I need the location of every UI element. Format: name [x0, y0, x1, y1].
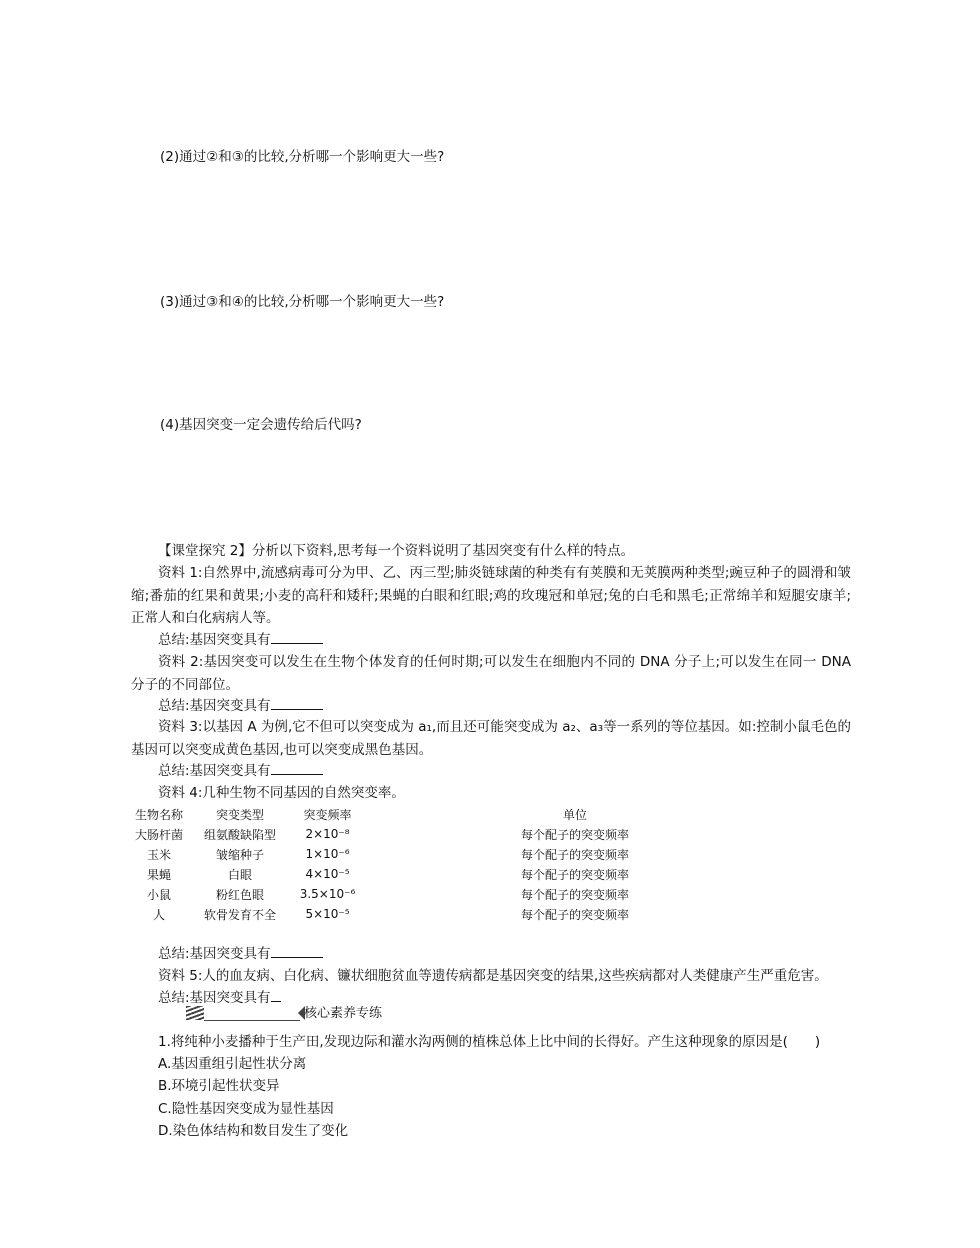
banner-rule — [204, 1020, 300, 1021]
explore-heading: 【课堂探究 2】分析以下资料,思考每一个资料说明了基因突变有什么样的特点。 — [158, 543, 635, 559]
option-d[interactable]: D.染色体结构和数目发生了变化 — [158, 1123, 349, 1139]
cell-organism: 小鼠 — [146, 887, 171, 902]
answer-blank[interactable] — [271, 629, 323, 644]
cell-mutation-type: 粉红色眼 — [215, 887, 264, 902]
material-5: 资料 5:人的血友病、白化病、镰状细胞贫血等遗传病都是基因突变的结果,这些疾病都对人类健康产生严重危害。 — [158, 968, 828, 984]
cell-mutation-type: 软骨发育不全 — [203, 907, 276, 922]
cell-mutation-type: 组氨酸缺陷型 — [203, 827, 276, 842]
material-3: 资料 3:以基因 A 为例,它不但可以突变成为 a₁,而且还可能突变成为 a₂、a₃等一系列的等位基因。如:控制小鼠毛色的基因可以突变成黄色基因,也可以突变成黑色基因。 — [131, 719, 851, 758]
summary-5 — [158, 987, 281, 1009]
mutation-rate-table — [128, 804, 785, 924]
cell-unit: 每个配子的突变频率 — [520, 847, 629, 862]
table-row — [128, 844, 785, 864]
cell-unit: 每个配子的突变频率 — [520, 907, 629, 922]
section-title: 核心素养专练 — [304, 1006, 383, 1021]
table-row — [128, 824, 785, 844]
banner-stripes-icon — [186, 1006, 204, 1020]
material-2: 资料 2:基因突变可以发生在生物个体发育的任何时期;可以发生在细胞内不同的 DNA 分子上;可以发生在同一 DNA 分子的不同部位。 — [131, 654, 851, 693]
header-frequency: 突变频率 — [303, 807, 352, 822]
exercise-stem: 1.将纯种小麦播种于生产田,发现边际和灌水沟两侧的植株总体上比中间的长得好。产生这种现象的原因是( ) — [158, 1034, 821, 1050]
table-row — [128, 864, 785, 884]
option-c[interactable]: C.隐性基因突变成为显性基因 — [158, 1101, 334, 1117]
cell-organism: 玉米 — [146, 847, 171, 862]
answer-blank[interactable] — [271, 943, 323, 958]
cell-organism: 大肠杆菌 — [134, 827, 183, 842]
material-4: 资料 4:几种生物不同基因的自然突变率。 — [158, 785, 405, 801]
summary-label: 总结:基因突变具有 — [158, 990, 271, 1006]
cell-unit: 每个配子的突变频率 — [520, 887, 629, 902]
answer-blank[interactable] — [271, 760, 323, 775]
table-row — [128, 884, 785, 904]
option-b[interactable]: B.环境引起性状变异 — [158, 1078, 280, 1094]
option-a[interactable]: A.基因重组引起性状分离 — [158, 1056, 307, 1072]
summary-label: 总结:基因突变具有 — [158, 763, 271, 779]
cell-frequency: 2×10⁻⁸ — [305, 827, 350, 841]
question-3: (3)通过③和④的比较,分析哪一个影响更大一些? — [160, 294, 445, 310]
cell-frequency: 3.5×10⁻⁶ — [299, 887, 356, 901]
question-4: (4)基因突变一定会遗传给后代吗? — [160, 417, 362, 433]
answer-blank[interactable] — [271, 695, 323, 710]
cell-unit: 每个配子的突变频率 — [520, 827, 629, 842]
question-2: (2)通过②和③的比较,分析哪一个影响更大一些? — [160, 149, 445, 165]
header-mutation-type: 突变类型 — [215, 807, 264, 822]
table-row — [128, 904, 785, 924]
summary-3 — [158, 760, 323, 782]
summary-1 — [158, 629, 323, 651]
answer-blank[interactable] — [271, 987, 281, 1002]
material-1: 资料 1:自然界中,流感病毒可分为甲、乙、丙三型;肺炎链球菌的种类有有荚膜和无荚膜两种类型;豌豆种子的圆滑和皱缩;番茄的红果和黄果;小麦的高秆和矮秆;果蝇的白眼和红眼;鸡的玫瑰冠和单冠;兔的白毛和黑毛;正常绵羊和短腿安康羊;正常人和白化病病人等。 — [131, 565, 851, 626]
header-organism: 生物名称 — [134, 807, 183, 822]
header-unit: 单位 — [562, 807, 587, 822]
cell-mutation-type: 白眼 — [227, 867, 252, 882]
summary-label: 总结:基因突变具有 — [158, 698, 271, 714]
summary-4 — [158, 943, 323, 965]
cell-organism: 人 — [152, 907, 165, 922]
cell-mutation-type: 皱缩种子 — [215, 847, 264, 862]
summary-2 — [158, 695, 323, 717]
cell-unit: 每个配子的突变频率 — [520, 867, 629, 882]
cell-frequency: 1×10⁻⁶ — [305, 847, 350, 861]
summary-label: 总结:基因突变具有 — [158, 632, 271, 648]
cell-organism: 果蝇 — [146, 867, 171, 882]
summary-label: 总结:基因突变具有 — [158, 946, 271, 962]
cell-frequency: 5×10⁻⁵ — [305, 907, 350, 921]
table-header-row — [128, 804, 785, 824]
cell-frequency: 4×10⁻⁵ — [305, 867, 350, 881]
